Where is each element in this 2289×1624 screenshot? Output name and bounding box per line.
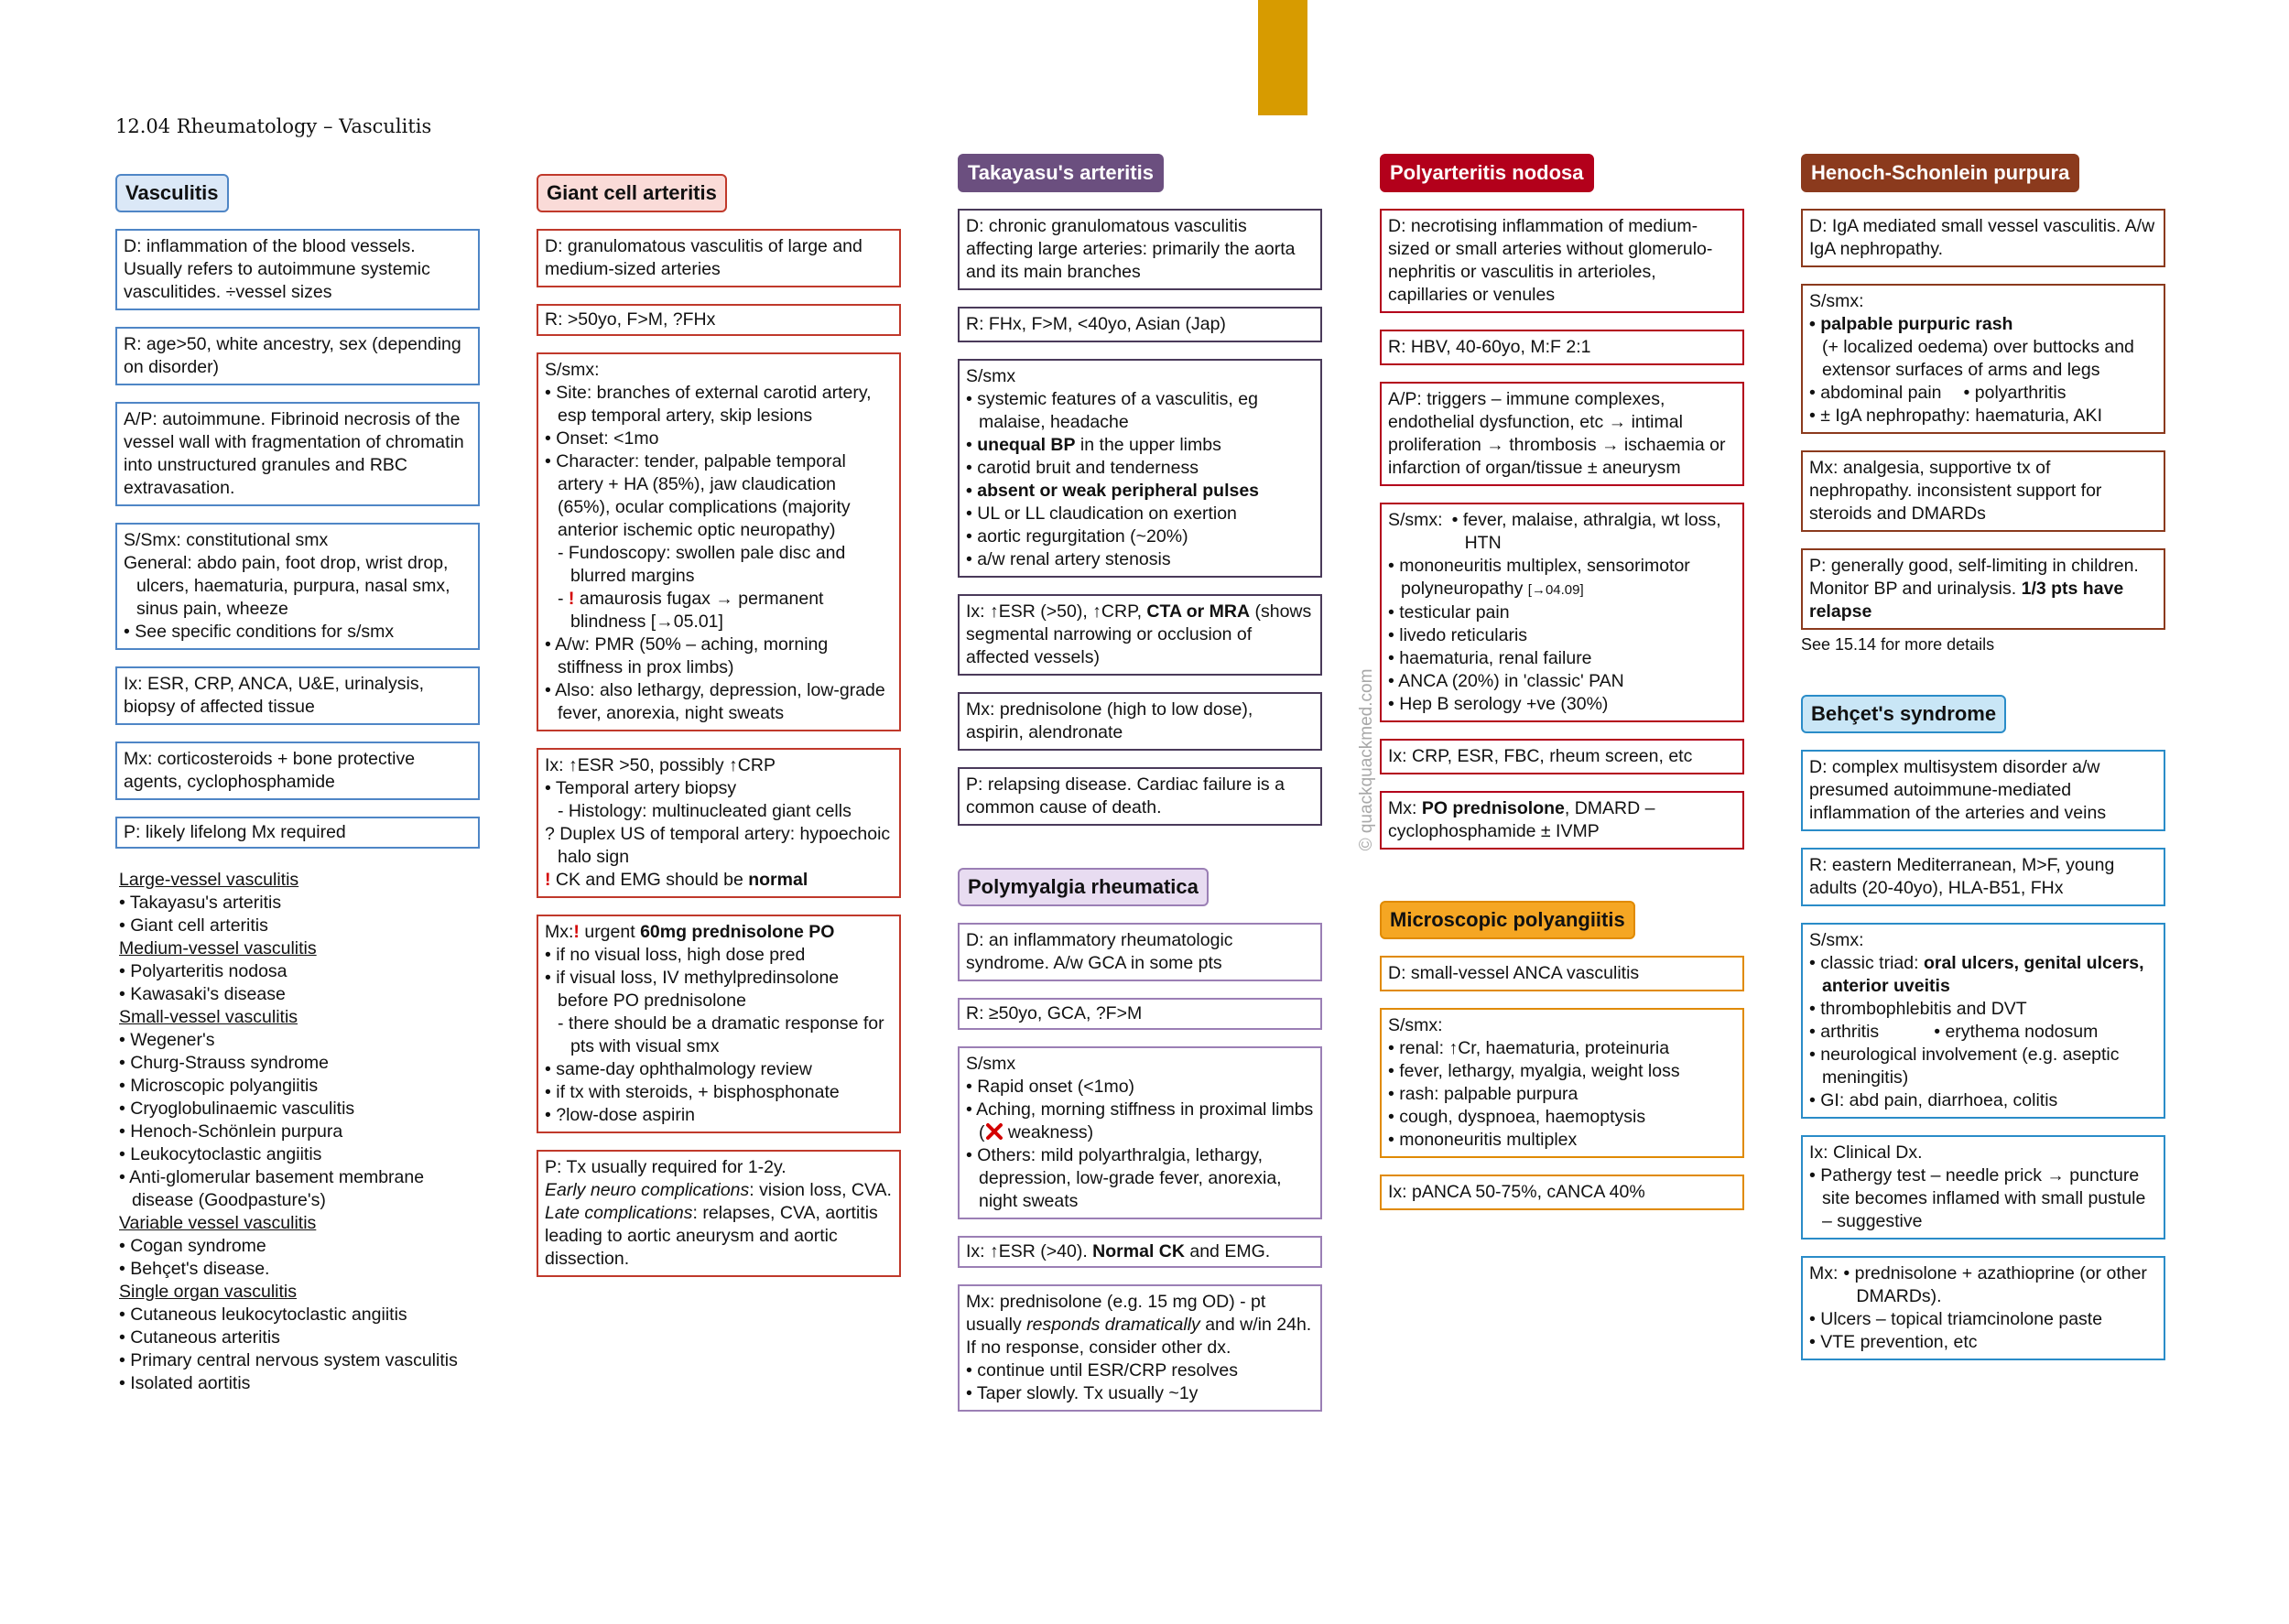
behcet-mx-head: Mx: [1809, 1263, 1839, 1283]
gca-ix-ck [545, 869, 893, 892]
gca-mx-item: • same-day ophthalmology review [545, 1058, 893, 1081]
hsp-symptom: • ± IgA nephropathy: haematuria, AKI [1809, 405, 2157, 428]
pan-definition: D: necrotising inflammation of medium-sized or small arteries without glomerulo-nephritis or vasculitis in arterioles, capillaries or venules [1380, 209, 1744, 313]
hsp-management: Mx: analgesia, supportive tx of nephropathy. inconsistent support for steroids and DMARDs [1801, 450, 2165, 532]
hsp-symptoms-head: S/smx: [1809, 291, 1864, 311]
classification-item: • Cryoglobulinaemic vasculitis [119, 1098, 480, 1121]
gca-p-late: : relapses, CVA, aortitis leading to aortic aneurysm and aortic dissection. [545, 1203, 878, 1269]
pmr-mx-item: • Taper slowly. Tx usually ~1y [966, 1382, 1314, 1405]
classification-item: • Giant cell arteritis [119, 915, 480, 937]
gca-amaurosis-text: amaurosis fugax → permanent blindness [→05.01] [570, 589, 824, 632]
takayasu-management: Mx: prednisolone (high to low dose), aspirin, alendronate [958, 692, 1322, 751]
behcet-s3a: arthritis [1820, 1022, 1880, 1042]
gca-symptom-amaurosis [545, 588, 893, 633]
alert-icon: ! [573, 922, 585, 942]
gca-mx-urgent-dose: 60mg prednisolone PO [640, 922, 835, 942]
gca-mx-head-line [545, 921, 893, 944]
takayasu-symptoms-head: S/smx [966, 366, 1016, 386]
gca-definition: D: granulomatous vasculitis of large and medium-sized arteries [537, 229, 901, 287]
takayasu-ix-a: Ix: ↑ESR (>50), ↑CRP, [966, 601, 1147, 622]
gca-p-early: : vision loss, CVA. [749, 1180, 892, 1200]
behcet-mx-item: • Ulcers – topical triamcinolone paste [1809, 1308, 2157, 1331]
behcet-symptom [1809, 952, 2157, 998]
gca-symptoms [537, 352, 901, 731]
mpa-symptom: • rash: palpable purpura [1388, 1083, 1736, 1106]
gca-ix-ck-text: CK and EMG should be [555, 870, 743, 890]
takayasu-s2-bold: unequal BP [977, 435, 1076, 455]
column-hsp-behcet [1801, 154, 2165, 1377]
pan-risk: R: HBV, 40-60yo, M:F 2:1 [1380, 330, 1744, 365]
hsp-symptoms [1801, 284, 2165, 434]
gca-mx-item: • if visual loss, IV methylpredinsolone before PO prednisolone [545, 967, 893, 1012]
takayasu-ix-b: CTA or MRA [1146, 601, 1251, 622]
classification-item: • Cutaneous leukocytoclastic angiitis [119, 1304, 480, 1326]
hsp-prognosis [1801, 548, 2165, 630]
vasculitis-classification-list [115, 869, 480, 1395]
takayasu-symptom: • carotid bruit and tenderness [966, 457, 1314, 480]
mpa-symptom: • cough, dyspnoea, haemoptysis [1388, 1106, 1736, 1129]
pan-symptom: • fever, malaise, athralgia, wt loss, HTN [1452, 509, 1736, 555]
gca-p-early-label: Early neuro complications [545, 1180, 750, 1200]
pan-s1-ref: [→04.09] [1527, 582, 1584, 598]
gca-prognosis [537, 1150, 901, 1277]
classification-item: • Cogan syndrome [119, 1235, 480, 1258]
classification-item: • Microscopic polyangiitis [119, 1075, 480, 1098]
takayasu-header: Takayasu's arteritis [958, 154, 1164, 192]
hsp-see-more: See 15.14 for more details [1801, 635, 1995, 654]
hsp-symptom-rash-detail: (+ localized oedema) over buttocks and extensor surfaces of arms and legs [1822, 337, 2134, 380]
pan-symptoms [1380, 503, 1744, 722]
gca-p-late-label: Late complications [545, 1203, 693, 1223]
gca-mx-urgent: urgent [584, 922, 635, 942]
pmr-mx-item: • continue until ESR/CRP resolves [966, 1359, 1314, 1382]
column-pan-mpa [1380, 154, 1744, 1227]
pan-symptoms-head: S/smx: [1388, 510, 1443, 530]
gca-risk: R: >50yo, F>M, ?FHx [537, 304, 901, 336]
pan-management [1380, 791, 1744, 850]
pan-mx-c: , DMARD – cyclophosphamide ± IVMP [1388, 798, 1655, 841]
gca-mx-sub: - there should be a dramatic response for pts with visual smx [545, 1012, 893, 1058]
behcet-s1b: oral ulcers, genital ulcers, anterior uveitis [1822, 953, 2144, 996]
gca-symptom-association: • A/w: PMR (50% – aching, morning stiffness in prox limbs) [545, 633, 893, 679]
pan-symptom: • Hep B serology +ve (30%) [1388, 693, 1736, 716]
vasculitis-symptoms-head: S/Smx: constitutional smx [124, 530, 329, 550]
behcet-definition: D: complex multisystem disorder a/w presumed autoimmune-mediated inflammation of the arteries and veins [1801, 750, 2165, 831]
takayasu-definition: D: chronic granulomatous vasculitis affecting large arteries: primarily the aorta and its main branches [958, 209, 1322, 290]
hsp-definition: D: IgA mediated small vessel vasculitis. A/w IgA nephropathy. [1801, 209, 2165, 267]
classification-category: Large-vessel vasculitis [119, 870, 299, 890]
classification-item: • Churg-Strauss syndrome [119, 1052, 480, 1075]
takayasu-s2: in the upper limbs [1075, 435, 1221, 455]
pmr-mx-a: Mx: prednisolone (e.g. 15 mg OD) - pt usually [966, 1292, 1266, 1335]
mpa-symptom: • fever, lethargy, myalgia, weight loss [1388, 1060, 1736, 1083]
hsp-symptom-rash: • palpable purpuric rash [1809, 313, 2157, 336]
vasculitis-investigations: Ix: ESR, CRP, ANCA, U&E, urinalysis, biopsy of affected tissue [115, 666, 480, 725]
gca-ix-head: Ix: ↑ESR >50, possibly ↑CRP [545, 755, 776, 775]
page-title: 12.04 Rheumatology – Vasculitis [115, 115, 432, 137]
pmr-symptom: • Rapid onset (<1mo) [966, 1076, 1314, 1099]
pan-header: Polyarteritis nodosa [1380, 154, 1594, 192]
alert-icon: ! [568, 589, 580, 609]
behcet-risk: R: eastern Mediterranean, M>F, young adults (20-40yo), HLA-B51, FHx [1801, 848, 2165, 906]
classification-category: Single organ vasculitis [119, 1282, 298, 1302]
classification-category: Medium-vessel vasculitis [119, 938, 317, 958]
takayasu-symptom: • aortic regurgitation (~20%) [966, 525, 1314, 548]
takayasu-risk: R: FHx, F>M, <40yo, Asian (Jap) [958, 307, 1322, 342]
pmr-symptoms-head: S/smx [966, 1054, 1016, 1074]
behcet-symptoms-head: S/smx: [1809, 930, 1864, 950]
mpa-investigations: Ix: pANCA 50-75%, cANCA 40% [1380, 1175, 1744, 1210]
pmr-ix-c: and EMG. [1184, 1241, 1271, 1261]
vasculitis-symptoms-general: General: abdo pain, foot drop, wrist drop, ulcers, haematuria, purpura, nasal smx, sinus pain, wheeze [124, 553, 450, 619]
behcet-ix-head: Ix: Clinical Dx. [1809, 1142, 1923, 1163]
takayasu-ix-c: (shows segmental narrowing or occlusion of affected vessels) [966, 601, 1312, 667]
hsp-s2a: abdominal pain [1820, 383, 1942, 403]
pmr-risk: R: ≥50yo, GCA, ?F>M [958, 998, 1322, 1030]
behcet-mx-top [1809, 1262, 2157, 1308]
pan-symptoms-top [1388, 509, 1736, 555]
gca-symptoms-head: S/smx: [545, 360, 600, 380]
behcet-mx-item: • prednisolone + azathioprine (or other DMARDs). [1843, 1262, 2157, 1308]
classification-item: • Polyarteritis nodosa [119, 960, 480, 983]
vasculitis-aetiology: A/P: autoimmune. Fibrinoid necrosis of the vessel wall with fragmentation of chromatin into unstructured granules and RBC extravasation. [115, 402, 480, 506]
pmr-definition: D: an inflammatory rheumatologic syndrome. A/w GCA in some pts [958, 923, 1322, 981]
pmr-ix-a: Ix: ↑ESR (>40). [966, 1241, 1093, 1261]
column-takayasu-pmr [958, 154, 1322, 1428]
pmr-header: Polymyalgia rheumatica [958, 868, 1209, 906]
mpa-symptom: • renal: ↑Cr, haematuria, proteinuria [1388, 1037, 1736, 1060]
gca-symptom-site: • Site: branches of external carotid artery, esp temporal artery, skip lesions [545, 382, 893, 428]
hsp-p-b: 1/3 pts have relapse [1809, 579, 2124, 622]
pmr-symptom: • Others: mild polyarthralgia, lethargy, depression, low-grade fever, anorexia, night sweats [966, 1144, 1314, 1213]
pmr-s2a: Aching, morning stiffness in proximal limbs ( [976, 1099, 1314, 1142]
behcet-investigations [1801, 1135, 2165, 1240]
mpa-header: Microscopic polyangiitis [1380, 901, 1635, 939]
pan-symptom [1388, 555, 1736, 601]
mpa-symptoms-head: S/smx: [1388, 1015, 1443, 1035]
takayasu-symptom: • UL or LL claudication on exertion [966, 503, 1314, 525]
pmr-investigations [958, 1236, 1322, 1268]
pmr-ix-b: Normal CK [1092, 1241, 1185, 1261]
gca-mx-item: • if no visual loss, high dose pred [545, 944, 893, 967]
behcet-symptom: • thrombophlebitis and DVT [1809, 998, 2157, 1021]
pan-s1: mononeuritis multiplex, sensorimotor polyneuropathy [1399, 556, 1690, 599]
mpa-symptoms [1380, 1008, 1744, 1158]
page-tab-marker [1258, 0, 1307, 115]
behcet-symptom: • GI: abd pain, diarrhoea, colitis [1809, 1089, 2157, 1112]
gca-investigations [537, 748, 901, 898]
takayasu-symptom [966, 434, 1314, 457]
behcet-symptom: • neurological involvement (e.g. aseptic meningitis) [1809, 1044, 2157, 1089]
pan-aetiology: A/P: triggers – immune complexes, endothelial dysfunction, etc → intimal proliferation → thrombosis → ischaemia or infarction of organ/tissue ± aneurysm [1380, 382, 1744, 486]
pan-symptom: • haematuria, renal failure [1388, 647, 1736, 670]
pmr-symptom [966, 1099, 1314, 1144]
mpa-symptom: • mononeuritis multiplex [1388, 1129, 1736, 1152]
classification-item: • Kawasaki's disease [119, 983, 480, 1006]
hsp-s2b: polyarthritis [1974, 383, 2067, 403]
vasculitis-symptoms-see: • See specific conditions for s/smx [124, 621, 472, 644]
pan-symptom: • ANCA (20%) in 'classic' PAN [1388, 670, 1736, 693]
classification-item: • Henoch-Schönlein purpura [119, 1121, 480, 1143]
classification-item: • Primary central nervous system vasculitis [119, 1349, 480, 1372]
behcet-mx-item: • VTE prevention, etc [1809, 1331, 2157, 1354]
hsp-symptom: • abdominal pain • polyarthritis [1809, 382, 2157, 405]
gca-mx-item: • if tx with steroids, + bisphosphonate [545, 1081, 893, 1104]
pan-investigations: Ix: CRP, ESR, FBC, rheum screen, etc [1380, 739, 1744, 774]
column-vasculitis [115, 154, 480, 1395]
gca-header: Giant cell arteritis [537, 174, 727, 212]
behcet-symptom: • arthritis • erythema nodosum [1809, 1021, 2157, 1044]
pmr-symptoms [958, 1046, 1322, 1219]
gca-ix-duplex: ? Duplex US of temporal artery: hypoechoic halo sign [545, 824, 891, 867]
hsp-header: Henoch-Schonlein purpura [1801, 154, 2079, 192]
behcet-symptoms [1801, 923, 2165, 1119]
vasculitis-management: Mx: corticosteroids + bone protective agents, cyclophosphamide [115, 742, 480, 800]
classification-category: Variable vessel vasculitis [119, 1213, 317, 1233]
pmr-management [958, 1284, 1322, 1412]
gca-symptom-fundoscopy: - Fundoscopy: swollen pale disc and blurred margins [545, 542, 893, 588]
takayasu-symptoms [958, 359, 1322, 578]
takayasu-symptom: • a/w renal artery stenosis [966, 548, 1314, 571]
classification-item: • Takayasu's arteritis [119, 892, 480, 915]
classification-item: • Cutaneous arteritis [119, 1326, 480, 1349]
cross-icon [985, 1122, 1003, 1141]
watermark-text: © quackquackmed.com [1357, 668, 1376, 851]
behcet-s1a: classic triad: [1820, 953, 1924, 973]
pmr-s2b: weakness) [1003, 1122, 1094, 1142]
pmr-mx-b: and w/in 24h. If no response, consider other dx. [966, 1315, 1312, 1358]
classification-category: Small-vessel vasculitis [119, 1007, 298, 1027]
behcet-header: Behçet's syndrome [1801, 695, 2006, 733]
vasculitis-symptoms [115, 523, 480, 650]
gca-management [537, 915, 901, 1133]
pan-mx-b: PO prednisolone [1421, 798, 1565, 818]
vasculitis-risk: R: age>50, white ancestry, sex (depending on disorder) [115, 327, 480, 385]
pan-symptom: • testicular pain [1388, 601, 1736, 624]
gca-ix-biopsy: • Temporal artery biopsy [545, 777, 893, 800]
pan-mx-a: Mx: [1388, 798, 1422, 818]
behcet-ix-item: • Pathergy test – needle prick → puncture site becomes inflamed with small pustule – suggestive [1809, 1164, 2157, 1233]
takayasu-symptom: • absent or weak peripheral pulses [966, 480, 1314, 503]
pmr-mx-i: responds dramatically [1026, 1315, 1200, 1335]
vasculitis-header: Vasculitis [115, 174, 229, 212]
gca-mx-item: • ?low-dose aspirin [545, 1104, 893, 1127]
pan-symptom: • livedo reticularis [1388, 624, 1736, 647]
vasculitis-prognosis: P: likely lifelong Mx required [115, 817, 480, 849]
gca-ix-ck-bold: normal [748, 870, 808, 890]
alert-icon: ! [545, 870, 556, 890]
gca-symptom-onset: • Onset: <1mo [545, 428, 893, 450]
gca-symptom-also: • Also: also lethargy, depression, low-grade fever, anorexia, night sweats [545, 679, 893, 725]
gca-ix-histology: - Histology: multinucleated giant cells [545, 800, 893, 823]
takayasu-prognosis: P: relapsing disease. Cardiac failure is a common cause of death. [958, 767, 1322, 826]
takayasu-symptom: • systemic features of a vasculitis, eg malaise, headache [966, 388, 1314, 434]
gca-symptom-character: • Character: tender, palpable temporal artery + HA (85%), jaw claudication (65%), ocular complications (majority anterior ischemic optic neuropathy) [545, 450, 893, 542]
gca-mx-head: Mx: [545, 922, 574, 942]
hsp-p-a: P: generally good, self-limiting in children. Monitor BP and urinalysis. [1809, 556, 2139, 599]
classification-item: • Isolated aortitis [119, 1372, 480, 1395]
column-giant-cell-arteritis [537, 154, 901, 1294]
takayasu-investigations [958, 594, 1322, 676]
mpa-definition: D: small-vessel ANCA vasculitis [1380, 956, 1744, 991]
classification-item: • Wegener's [119, 1029, 480, 1052]
classification-item: • Behçet's disease. [119, 1258, 480, 1281]
behcet-s3b: erythema nodosum [1945, 1022, 2099, 1042]
gca-p1: P: Tx usually required for 1-2y. [545, 1157, 787, 1177]
classification-item: • Anti-glomerular basement membrane disease (Goodpasture's) [119, 1166, 480, 1212]
vasculitis-definition: D: inflammation of the blood vessels. Usually refers to autoimmune systemic vasculitides. ÷vessel sizes [115, 229, 480, 310]
behcet-management [1801, 1256, 2165, 1360]
classification-item: • Leukocytoclastic angiitis [119, 1143, 480, 1166]
